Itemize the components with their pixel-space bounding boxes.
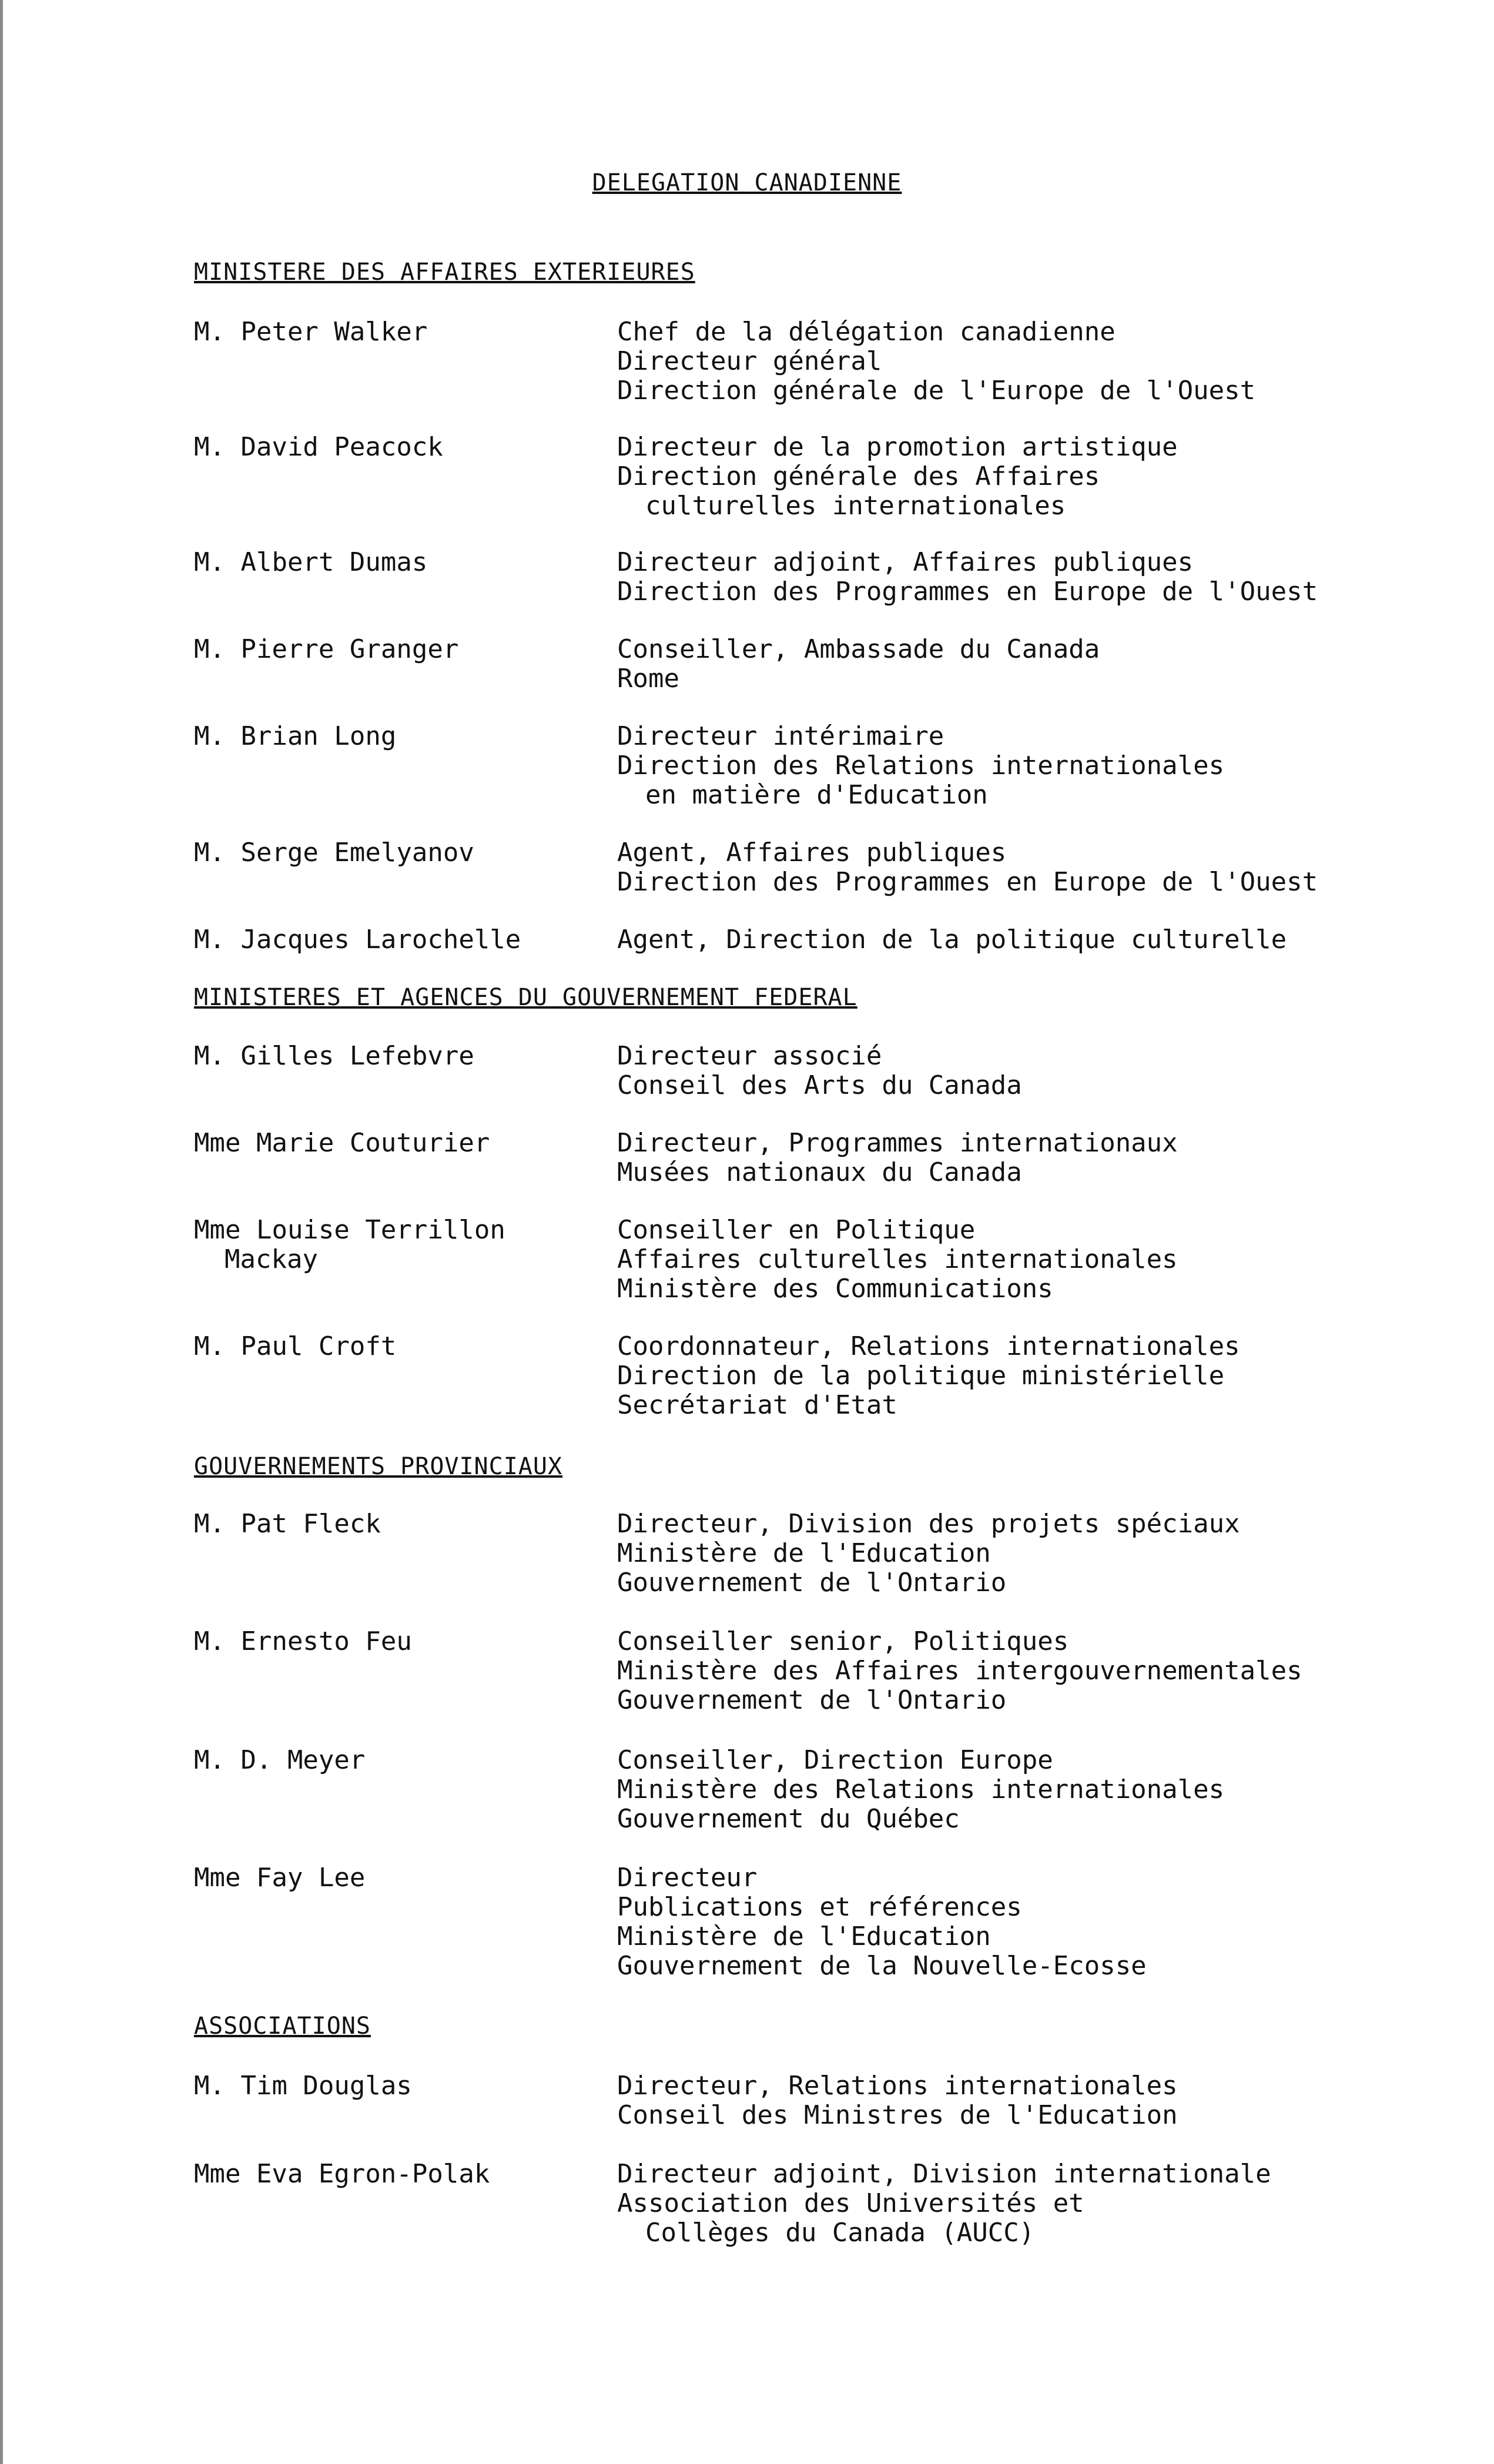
- entry-line: Affaires culturelles internationales: [617, 1244, 1178, 1274]
- entry-line: Ministère des Affaires intergouvernementales: [617, 1656, 1302, 1686]
- entry-name: M. D. Meyer: [194, 1745, 366, 1775]
- entry-name: M. Gilles Lefebvre: [194, 1041, 474, 1071]
- entry-description: [617, 722, 1463, 810]
- entry-description: [617, 838, 1463, 897]
- entry-description: [617, 548, 1463, 607]
- entry-description: [617, 1863, 1463, 1981]
- entry-line: Directeur, Programmes internationaux: [617, 1128, 1178, 1158]
- entry-name: M. Ernesto Feu: [194, 1626, 412, 1656]
- entry-line: Direction de la politique ministérielle: [617, 1361, 1225, 1391]
- entry-line: Gouvernement de l'Ontario: [617, 1685, 1007, 1715]
- entry-line: Conseiller en Politique: [617, 1215, 976, 1245]
- entry-line: Directeur intérimaire: [617, 721, 944, 751]
- entry-line: Directeur associé: [617, 1041, 882, 1071]
- entry-description: [617, 1042, 1463, 1100]
- entry-name: Mme Eva Egron-Polak: [194, 2159, 490, 2189]
- entry-description: [617, 1216, 1463, 1304]
- entry-line: culturelles internationales: [645, 491, 1066, 521]
- entry-name-continuation: Mackay: [225, 1244, 318, 1274]
- entry-description: [617, 2160, 1463, 2248]
- entry-line: Musées nationaux du Canada: [617, 1157, 1022, 1187]
- entry-name: M. Tim Douglas: [194, 2071, 412, 2101]
- entry-name: M. Pat Fleck: [194, 1509, 381, 1539]
- entry-description: [617, 635, 1463, 694]
- entry-line: Collèges du Canada (AUCC): [645, 2218, 1035, 2248]
- entry-name: M. Paul Croft: [194, 1331, 397, 1361]
- entry-description: [617, 1332, 1463, 1420]
- entry-line: Chef de la délégation canadienne: [617, 317, 1116, 347]
- entry-line: Gouvernement de la Nouvelle-Ecosse: [617, 1951, 1147, 1981]
- entry-line: Direction générale de l'Europe de l'Ouest: [617, 376, 1256, 406]
- entry-description: [617, 1509, 1463, 1598]
- entry-line: Direction générale des Affaires: [617, 461, 1100, 491]
- entry-line: Publications et références: [617, 1892, 1022, 1922]
- entry-description: [617, 433, 1463, 521]
- entry-description: [617, 925, 1463, 955]
- entry-line: Rome: [617, 664, 679, 694]
- entry-line: Gouvernement du Québec: [617, 1804, 960, 1834]
- entry-line: Direction des Programmes en Europe de l'Ouest: [617, 867, 1318, 897]
- section-heading: MINISTERES ET AGENCES DU GOUVERNEMENT FEDERAL: [194, 984, 857, 1011]
- entry-name: M. Albert Dumas: [194, 547, 428, 577]
- entry-description: [617, 1627, 1463, 1715]
- entry-line: Directeur adjoint, Affaires publiques: [617, 547, 1194, 577]
- entry-line: Agent, Direction de la politique culturelle: [617, 925, 1287, 955]
- entry-line: Direction des Relations internationales: [617, 751, 1225, 781]
- entry-line: Directeur de la promotion artistique: [617, 432, 1178, 462]
- section-heading: ASSOCIATIONS: [194, 2013, 371, 2040]
- entry-line: Gouvernement de l'Ontario: [617, 1568, 1007, 1598]
- entry-description: [617, 1129, 1463, 1187]
- entry-description: [617, 2071, 1463, 2130]
- entry-name: M. Serge Emelyanov: [194, 838, 474, 868]
- entry-line: Directeur: [617, 1863, 758, 1893]
- entry-line: Ministère des Communications: [617, 1274, 1053, 1304]
- entry-line: Ministère des Relations internationales: [617, 1775, 1225, 1805]
- entry-name: M. David Peacock: [194, 432, 443, 462]
- entry-name: M. Jacques Larochelle: [194, 925, 521, 955]
- entry-name-line: Mme Louise Terrillon: [194, 1215, 505, 1245]
- entry-line: Conseiller, Ambassade du Canada: [617, 634, 1100, 664]
- entry-line: Agent, Affaires publiques: [617, 838, 1007, 868]
- entry-line: Conseiller, Direction Europe: [617, 1745, 1053, 1775]
- entry-name: Mme Fay Lee: [194, 1863, 366, 1893]
- entry-name: M. Brian Long: [194, 721, 397, 751]
- entry-line: Conseil des Arts du Canada: [617, 1070, 1022, 1100]
- entry-name: M. Peter Walker: [194, 317, 428, 347]
- scan-edge: [0, 0, 3, 2464]
- entry-line: Association des Universités et: [617, 2188, 1084, 2218]
- document-title: DELEGATION CANADIENNE: [592, 169, 902, 196]
- entry-name: M. Pierre Granger: [194, 634, 459, 664]
- section-heading: MINISTERE DES AFFAIRES EXTERIEURES: [194, 259, 695, 286]
- section-heading: GOUVERNEMENTS PROVINCIAUX: [194, 1453, 563, 1480]
- entry-line: Direction des Programmes en Europe de l'Ouest: [617, 577, 1318, 607]
- entry-line: Conseiller senior, Politiques: [617, 1626, 1069, 1656]
- entry-line: Conseil des Ministres de l'Education: [617, 2100, 1178, 2130]
- entry-line: Directeur, Relations internationales: [617, 2071, 1178, 2101]
- entry-line: Coordonnateur, Relations internationales: [617, 1331, 1240, 1361]
- entry-description: [617, 317, 1463, 406]
- entry-line: Directeur, Division des projets spéciaux: [617, 1509, 1240, 1539]
- entry-line: Directeur adjoint, Division internationale: [617, 2159, 1271, 2189]
- entry-line: Directeur général: [617, 346, 882, 376]
- entry-description: [617, 1746, 1463, 1834]
- entry-line: Ministère de l'Education: [617, 1538, 991, 1568]
- entry-line: Ministère de l'Education: [617, 1921, 991, 1951]
- entry-name: Mme Marie Couturier: [194, 1128, 490, 1158]
- entry-line: Secrétariat d'Etat: [617, 1390, 897, 1420]
- entry-line: en matière d'Education: [645, 780, 988, 810]
- entry-name: [194, 1216, 605, 1274]
